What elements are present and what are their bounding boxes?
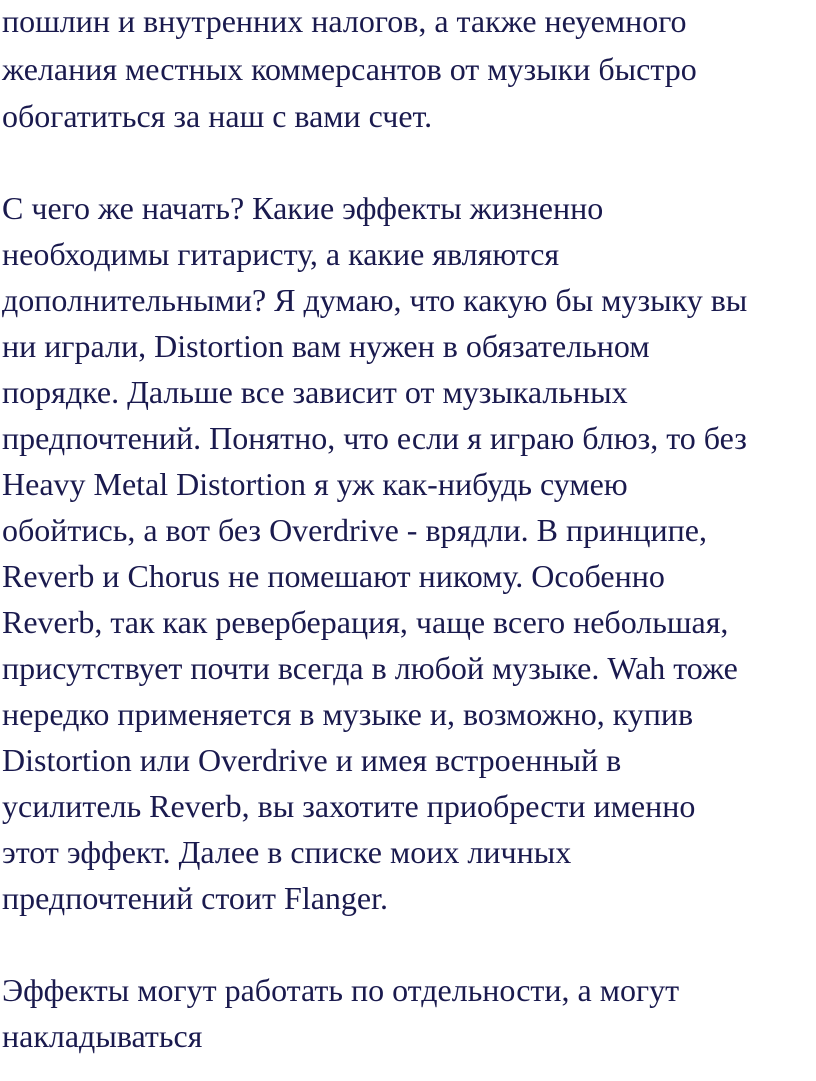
- text-line: Reverb, так как реверберация, чаще всего небольшая,: [2, 604, 729, 640]
- text-line: присутствует почти всегда в любой музыке. Wah тоже: [2, 650, 738, 686]
- text-line: ни играли, Distortion вам нужен в обязательном: [2, 328, 650, 364]
- text-line: накладываться: [2, 1018, 203, 1054]
- text-line: порядке. Дальше все зависит от музыкальных: [2, 374, 628, 410]
- text-line: предпочтений стоит Flanger.: [2, 880, 388, 916]
- text-line: этот эффект. Далее в списке моих личных: [2, 834, 572, 870]
- text-line: желания местных коммерсантов от музыки быстро: [2, 51, 697, 87]
- text-line: пошлин и внутренних налогов, а также неуемного: [2, 3, 687, 39]
- text-line: Reverb и Chorus не помешают никому. Особенно: [2, 558, 665, 594]
- text-line: обогатиться за наш с вами счет.: [2, 98, 433, 134]
- text-line: обойтись, а вот без Overdrive - врядли. В принципе,: [2, 512, 707, 548]
- text-line: усилитель Reverb, вы захотите приобрести именно: [2, 788, 696, 824]
- text-line: необходимы гитаристу, а какие являются: [2, 236, 560, 272]
- text-line: Heavy Metal Distortion я уж как-нибудь сумею: [2, 466, 628, 502]
- text-line: С чего же начать? Какие эффекты жизненно: [2, 190, 604, 226]
- text-line: нередко применяется в музыке и, возможно, купив: [2, 696, 694, 732]
- text-line: дополнительными? Я думаю, что какую бы музыку вы: [2, 282, 748, 318]
- text-line: Distortion или Overdrive и имея встроенный в: [2, 742, 622, 778]
- text-line: предпочтений. Понятно, что если я играю блюз, то без: [2, 420, 747, 456]
- text-line: Эффекты могут работать по отдельности, а могут: [2, 972, 680, 1008]
